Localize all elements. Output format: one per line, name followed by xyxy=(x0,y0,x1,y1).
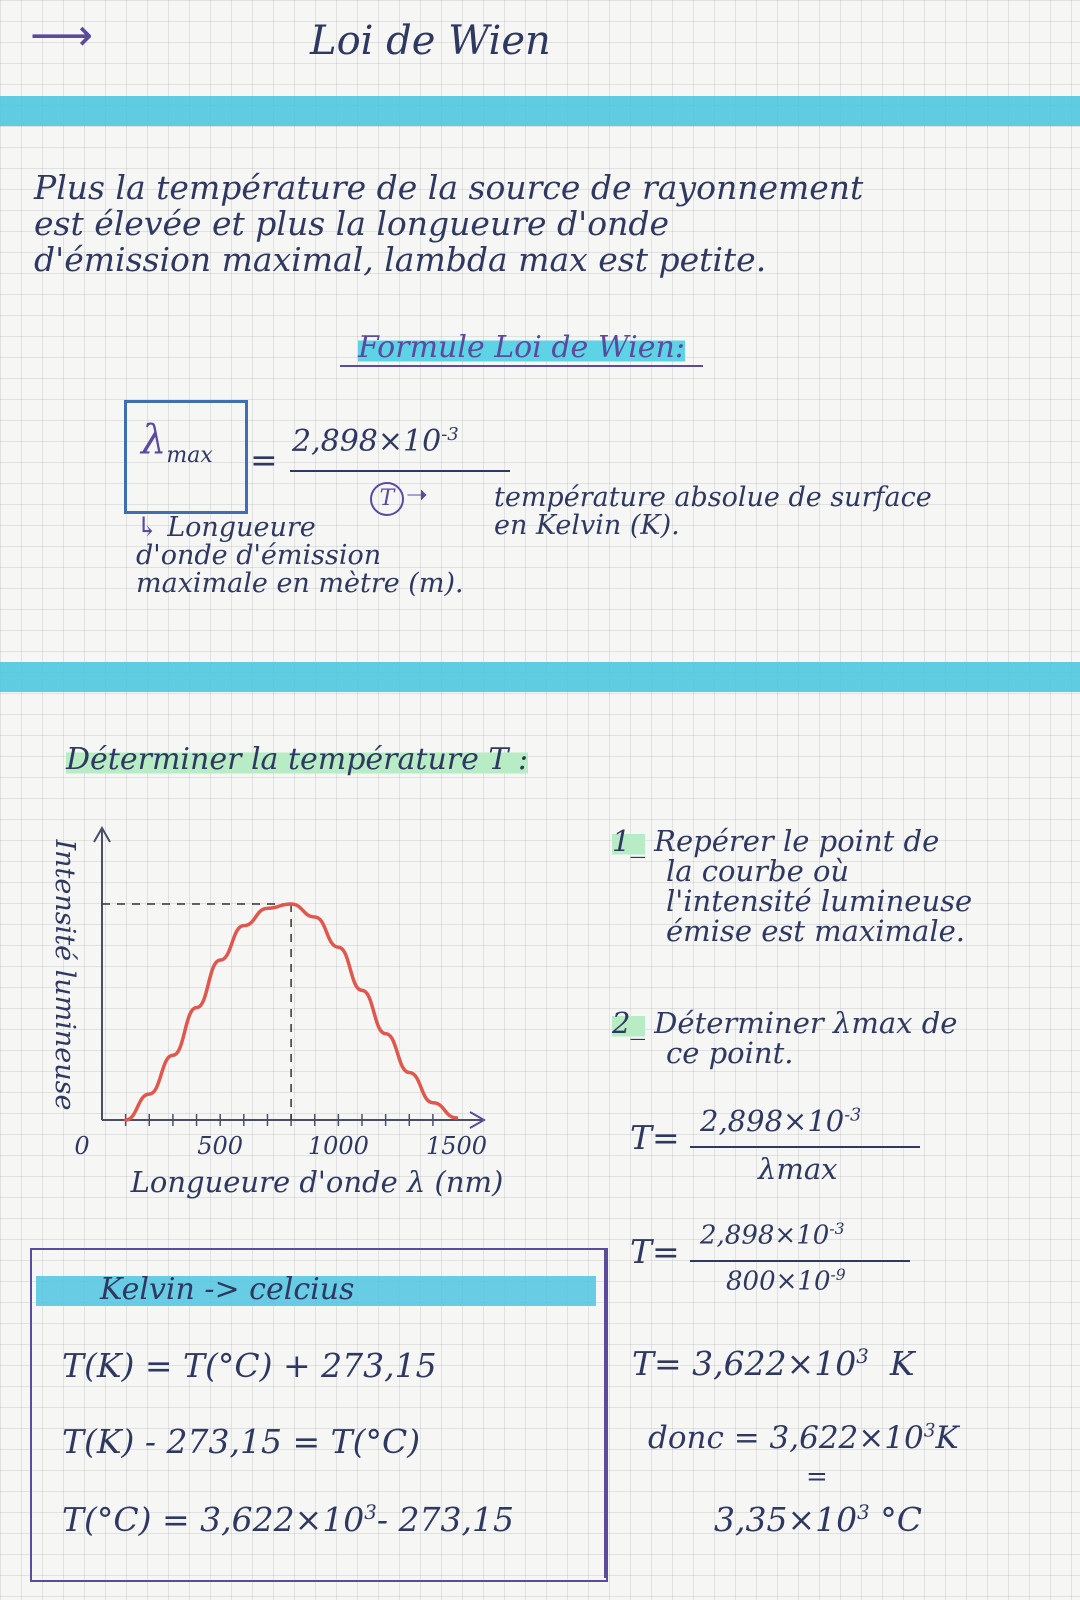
kelvin-line-3-text: T(°C) = 3,622×10 xyxy=(62,1500,365,1539)
calc-t1-fraction-bar xyxy=(690,1146,920,1148)
calc-celsius xyxy=(714,1500,922,1539)
chart-layer xyxy=(49,828,503,1199)
kelvin-line-1: T(K) = T(°C) + 273,15 xyxy=(62,1346,437,1385)
x-tick-label: 1500 xyxy=(426,1132,488,1160)
x-tick-label: 1000 xyxy=(307,1132,369,1160)
step-1-line-2: la courbe où xyxy=(666,854,850,888)
step-2-line-2: ce point. xyxy=(666,1036,794,1070)
step-1 xyxy=(612,826,1052,946)
arrow-right-icon: ➝ xyxy=(406,480,428,510)
formula-heading-text: Formule Loi de Wien: xyxy=(358,330,685,365)
lambda-description-line-3: maximale en mètre (m). xyxy=(136,568,464,599)
lambda-max-box xyxy=(124,400,248,514)
calc-t2-denominator-text: 800×10 xyxy=(726,1266,831,1297)
t-description-line-1: température absolue de surface xyxy=(494,482,932,513)
formula-numerator-text: 2,898×10 xyxy=(292,424,442,459)
formula-heading xyxy=(340,330,703,367)
intro-line-1: Plus la température de la source de rayonnement xyxy=(34,168,864,207)
highlight-band-top xyxy=(0,96,1080,126)
lambda-description xyxy=(136,514,464,598)
lambda-description-line-2: d'onde d'émission xyxy=(136,540,382,571)
arrow-icon: ⟶ xyxy=(30,10,94,61)
t-description xyxy=(494,484,932,540)
lambda-max-symbol xyxy=(141,417,213,468)
step-1-number: 1_ xyxy=(612,824,645,858)
intro-paragraph xyxy=(34,170,1034,278)
calc-celsius-text: 3,35×10 xyxy=(714,1500,858,1539)
calc-equal-sign: = xyxy=(806,1462,828,1492)
step-2 xyxy=(612,1008,1052,1068)
divider-vertical xyxy=(604,1248,606,1578)
calc-donc-unit: K xyxy=(935,1420,959,1456)
highlight-band-middle xyxy=(0,662,1080,692)
kelvin-line-2: T(K) - 273,15 = T(°C) xyxy=(62,1422,421,1461)
x-axis-label: Longueure d'onde λ (nm) xyxy=(130,1165,504,1199)
lambda-subscript: max xyxy=(166,443,213,468)
formula-numerator-exp: -3 xyxy=(441,424,459,445)
lambda-description-line-1: Longueure xyxy=(167,512,316,543)
kelvin-line-3-tail: - 273,15 xyxy=(376,1500,514,1539)
calc-celsius-unit: °C xyxy=(880,1500,922,1539)
y-axis-label: Intensité lumineuse xyxy=(49,839,80,1111)
kelvin-line-3-exp: 3 xyxy=(364,1501,377,1524)
step-1-line-3: l'intensité lumineuse xyxy=(666,884,973,918)
calc-t1-denominator: λmax xyxy=(758,1152,838,1186)
kelvin-heading: Kelvin -> celcius xyxy=(100,1272,355,1307)
calc-donc xyxy=(648,1420,959,1456)
calc-t2-fraction-bar xyxy=(690,1260,910,1262)
formula-equals: = xyxy=(250,440,278,479)
calc-t3-exp: 3 xyxy=(856,1345,869,1368)
kelvin-line-3 xyxy=(62,1500,514,1539)
wien-chart xyxy=(30,820,590,1240)
calc-donc-text: donc = 3,622×10 xyxy=(648,1420,924,1456)
calc-t2-denominator xyxy=(726,1266,846,1297)
calc-celsius-exp: 3 xyxy=(857,1501,870,1524)
x-tick-label: 0 xyxy=(74,1132,90,1160)
determine-heading-text: Déterminer la température T : xyxy=(66,742,529,777)
step-1-line-1: Repérer le point de xyxy=(654,824,940,858)
calc-t2-numerator-text: 2,898×10 xyxy=(700,1220,830,1251)
calc-t1-lhs: T= xyxy=(630,1118,680,1157)
lambda-symbol: λ xyxy=(141,417,167,463)
calc-donc-exp: 3 xyxy=(923,1420,936,1442)
intro-line-2: est élevée et plus la longueure d'onde xyxy=(34,204,669,243)
calc-t3 xyxy=(632,1344,915,1383)
calc-t1-numerator xyxy=(700,1104,861,1138)
determine-heading xyxy=(66,742,528,777)
formula-fraction-bar xyxy=(290,470,510,472)
x-tick-label: 500 xyxy=(197,1132,244,1160)
formula-denominator-t: T xyxy=(370,482,404,516)
calc-t2-numerator-exp: -3 xyxy=(829,1220,845,1238)
step-2-line-1: Déterminer λmax de xyxy=(654,1006,958,1040)
calc-t3-unit: K xyxy=(889,1344,915,1383)
calc-t2-numerator xyxy=(700,1220,845,1251)
formula-numerator xyxy=(292,424,459,459)
calc-t2-lhs: T= xyxy=(630,1232,680,1271)
arrow-down-right-icon: ↳ xyxy=(136,512,159,543)
calc-t1-numerator-text: 2,898×10 xyxy=(700,1104,845,1138)
calc-t2-denominator-exp: -9 xyxy=(830,1266,846,1284)
calc-t1-numerator-exp: -3 xyxy=(844,1105,862,1126)
page-title: Loi de Wien xyxy=(310,18,551,64)
step-2-number: 2_ xyxy=(612,1006,645,1040)
calc-t3-text: T= 3,622×10 xyxy=(632,1344,857,1383)
step-1-line-4: émise est maximale. xyxy=(666,914,965,948)
intro-line-3: d'émission maximal, lambda max est petite. xyxy=(34,240,767,279)
t-description-line-2: en Kelvin (K). xyxy=(494,510,680,541)
